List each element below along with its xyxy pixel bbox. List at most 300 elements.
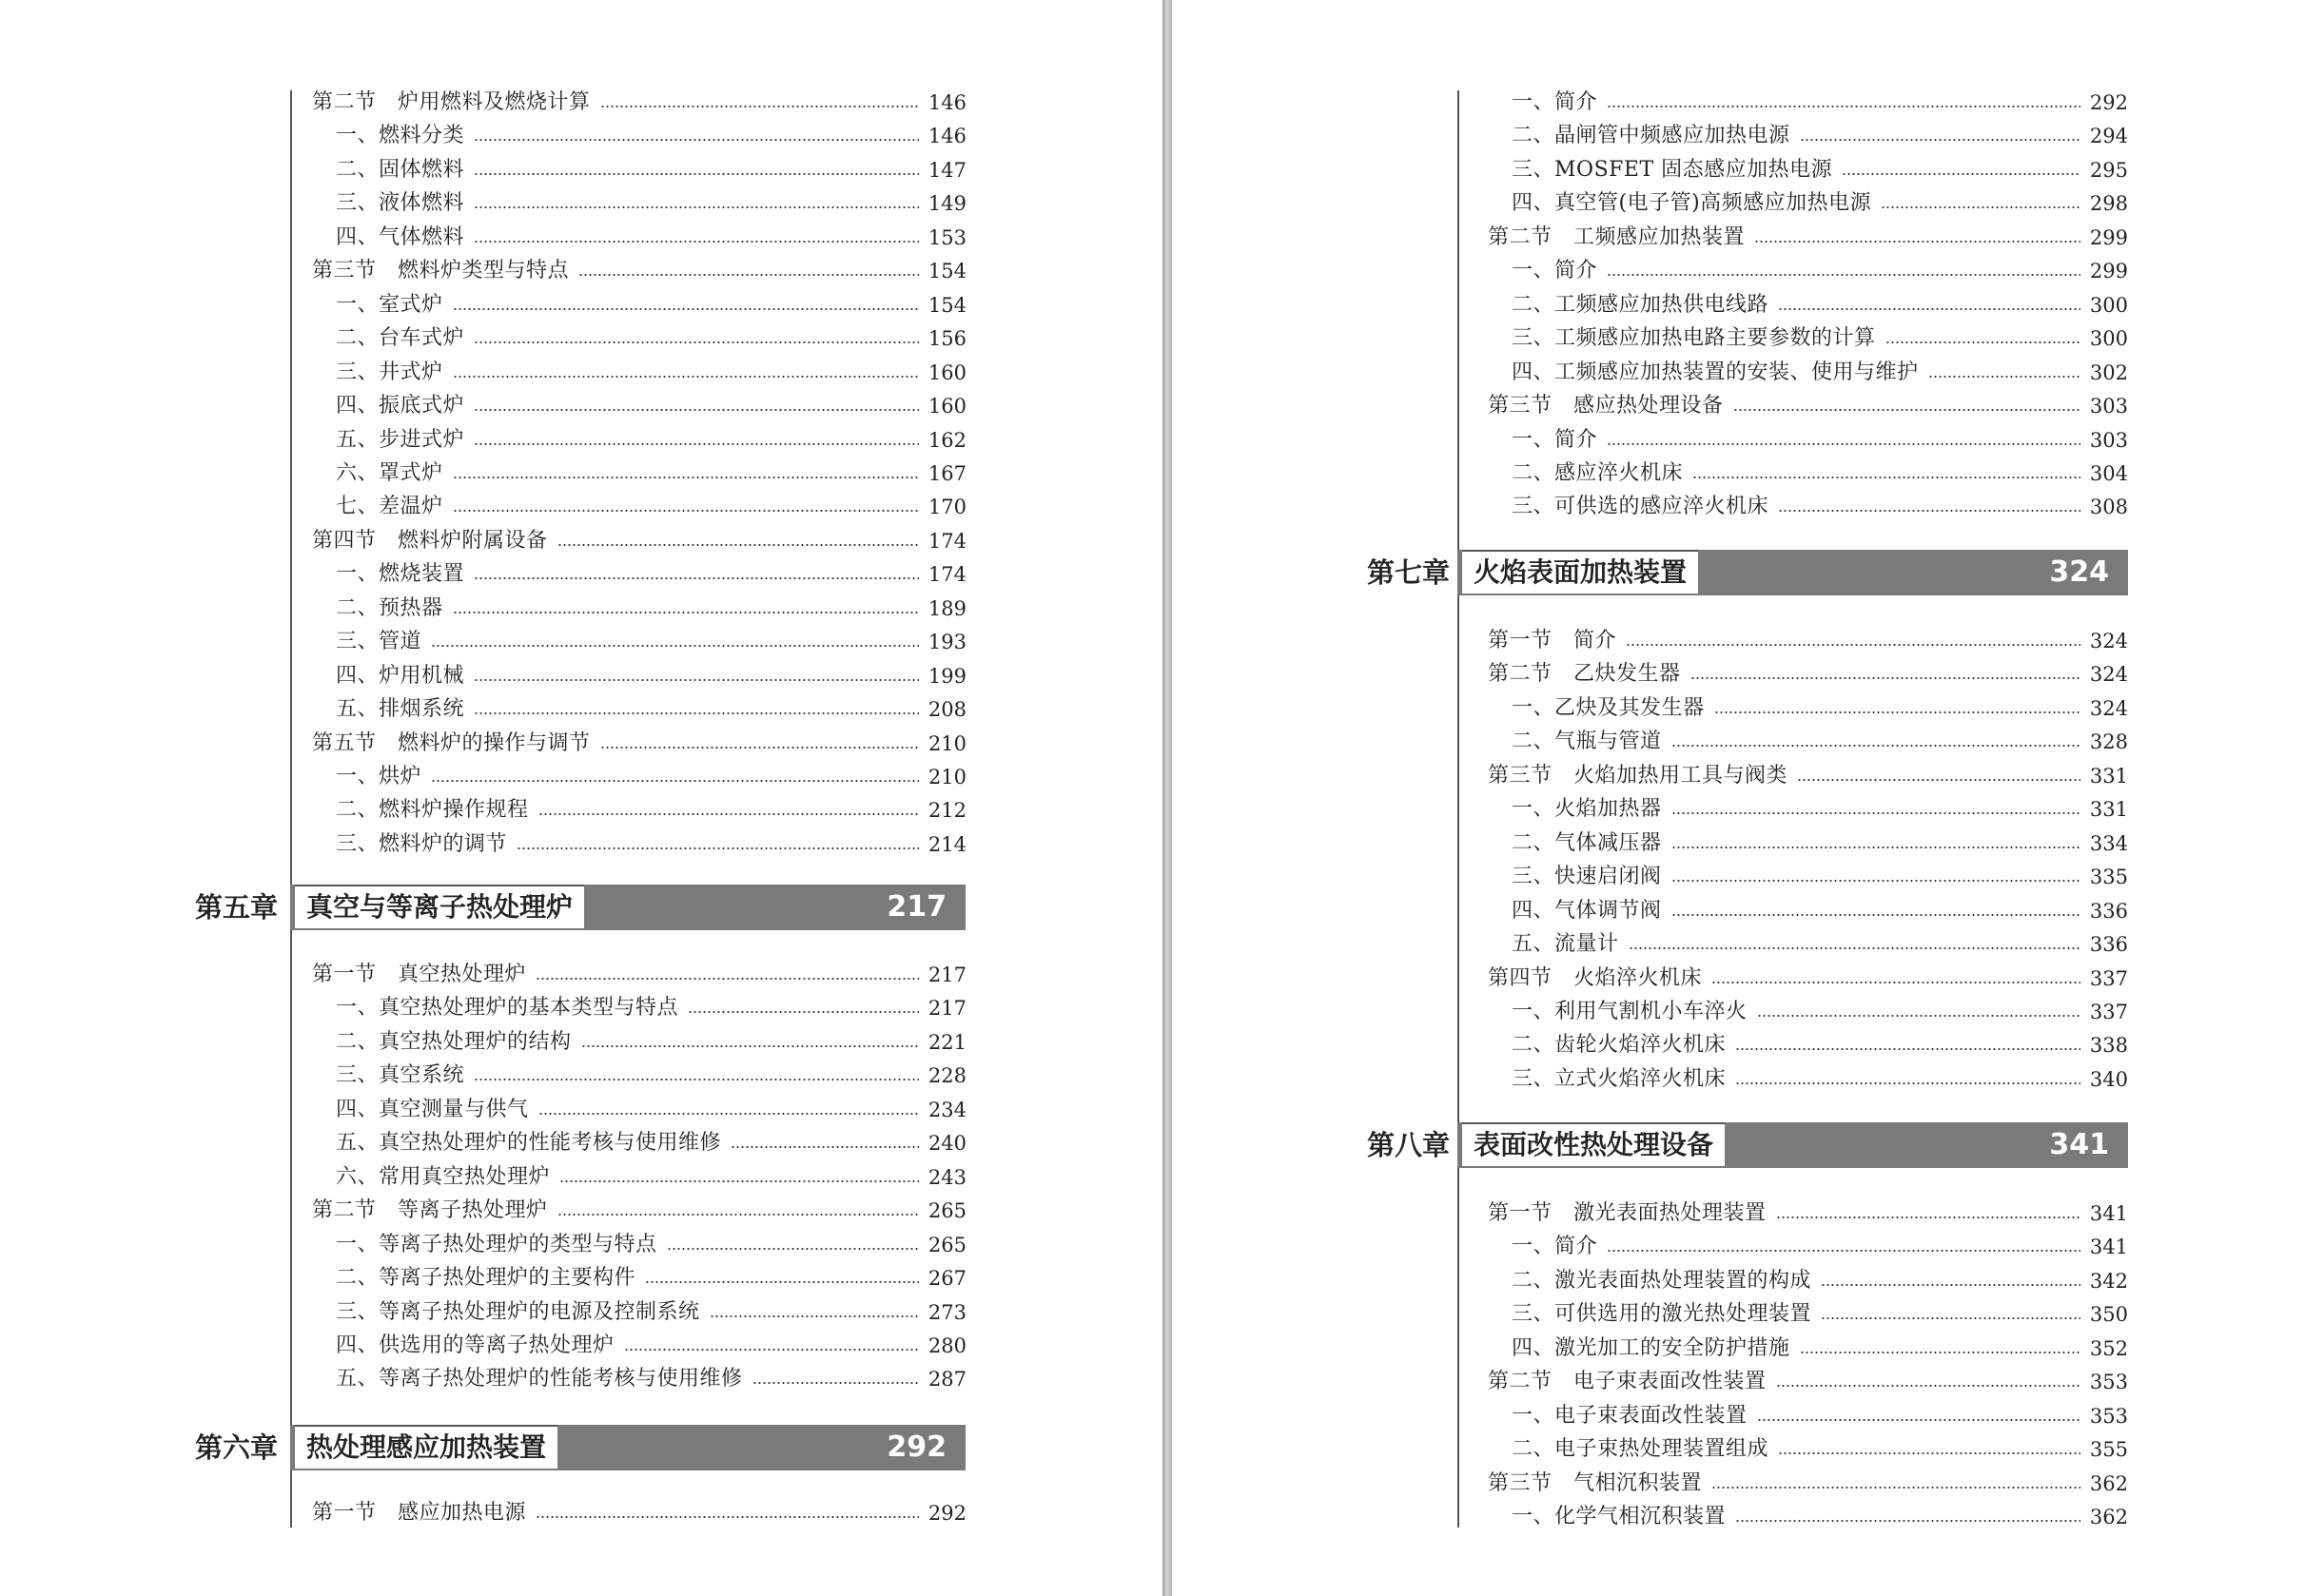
toc-section-entry bbox=[312, 86, 967, 120]
toc-rule bbox=[1457, 595, 1459, 1124]
dot-leader bbox=[474, 1079, 919, 1080]
toc-entry-label: 五、真空热处理炉的性能考核与使用维修 bbox=[336, 1131, 722, 1156]
dot-leader bbox=[688, 1011, 919, 1013]
dot-leader bbox=[557, 1214, 919, 1216]
dot-leader bbox=[1711, 982, 2080, 983]
dot-leader bbox=[1671, 914, 2080, 916]
chapter-heading bbox=[195, 1425, 966, 1470]
toc-entry-label: 第四节 燃料炉附属设备 bbox=[312, 528, 548, 553]
chapter-heading bbox=[195, 885, 966, 930]
toc-entry-label: 一、室式炉 bbox=[336, 292, 443, 317]
toc-entry-page-number: 302 bbox=[2089, 360, 2128, 384]
dot-leader bbox=[453, 510, 919, 512]
toc-entry-page-number: 335 bbox=[2089, 866, 2128, 889]
dot-leader bbox=[667, 1248, 919, 1250]
dot-leader bbox=[538, 1113, 919, 1115]
dot-leader bbox=[474, 341, 919, 343]
toc-item-entry bbox=[336, 557, 967, 592]
toc-entry-page-number: 228 bbox=[928, 1064, 967, 1088]
right-page bbox=[1172, 0, 2324, 1596]
toc-entry-label: 四、气体调节阀 bbox=[1512, 898, 1662, 923]
toc-item-entry bbox=[336, 1025, 967, 1060]
toc-entry-page-number: 294 bbox=[2089, 125, 2128, 148]
chapter-number: 第七章 bbox=[1367, 556, 1451, 589]
toc-item-entry bbox=[336, 423, 967, 457]
toc-item-entry bbox=[336, 1126, 967, 1160]
dot-leader bbox=[431, 780, 919, 782]
dot-leader bbox=[1671, 847, 2080, 848]
dot-leader bbox=[1778, 1452, 2080, 1454]
toc-entry-label: 第一节 感应加热电源 bbox=[312, 1501, 527, 1525]
dot-leader bbox=[559, 1180, 919, 1182]
dot-leader bbox=[1607, 106, 2080, 107]
toc-entry-label: 二、台车式炉 bbox=[336, 326, 465, 351]
toc-entry-page-number: 170 bbox=[928, 496, 967, 519]
dot-leader bbox=[1735, 1048, 2080, 1050]
toc-entry-page-number: 353 bbox=[2089, 1371, 2128, 1394]
dot-leader bbox=[474, 577, 919, 579]
book-gutter bbox=[1162, 0, 1172, 1596]
toc-entry-page-number: 153 bbox=[928, 225, 967, 249]
chapter-title: 表面改性热处理设备 bbox=[1462, 1122, 1725, 1166]
toc-entry-page-number: 324 bbox=[2089, 630, 2128, 652]
toc-entry-label: 三、可供选用的激光热处理装置 bbox=[1512, 1302, 1812, 1327]
toc-section-entry bbox=[1488, 657, 2128, 691]
toc-entry-page-number: 154 bbox=[928, 260, 967, 283]
dot-leader bbox=[538, 813, 919, 815]
toc-section-entry bbox=[1488, 1197, 2128, 1231]
toc-item-entry bbox=[336, 153, 967, 187]
dot-leader bbox=[474, 409, 919, 411]
dot-leader bbox=[1778, 308, 2080, 310]
dot-leader bbox=[453, 308, 919, 310]
toc-entry-page-number: 300 bbox=[2089, 293, 2128, 317]
toc-entry-label: 三、管道 bbox=[336, 630, 422, 654]
toc-item-entry bbox=[1512, 423, 2128, 457]
dot-leader bbox=[1821, 1284, 2080, 1286]
dot-leader bbox=[536, 978, 919, 980]
toc-item-entry bbox=[336, 1261, 967, 1295]
toc-entry-label: 五、等离子热处理炉的性能考核与使用维修 bbox=[336, 1367, 743, 1392]
toc-entry-label: 第一节 激光表面热处理装置 bbox=[1488, 1201, 1767, 1225]
toc-entry-page-number: 337 bbox=[2089, 966, 2128, 990]
toc-entry-page-number: 324 bbox=[2089, 696, 2128, 720]
toc-item-entry bbox=[336, 1228, 967, 1262]
toc-entry-label: 二、齿轮火焰淬火机床 bbox=[1512, 1033, 1727, 1058]
toc-entry-label: 二、电子束热处理装置组成 bbox=[1512, 1437, 1769, 1462]
toc-item-entry bbox=[336, 321, 967, 356]
toc-entry-label: 六、常用真空热处理炉 bbox=[336, 1164, 551, 1189]
toc-item-entry bbox=[1512, 1297, 2128, 1332]
toc-entry-label: 二、固体燃料 bbox=[336, 157, 465, 182]
toc-item-entry bbox=[1512, 1230, 2128, 1264]
toc-item-entry bbox=[1512, 457, 2128, 491]
toc-section-entry bbox=[1488, 1365, 2128, 1399]
dot-leader bbox=[645, 1281, 919, 1283]
dot-leader bbox=[1735, 1082, 2080, 1084]
chapter-number: 第八章 bbox=[1367, 1129, 1451, 1161]
dot-leader bbox=[517, 847, 919, 849]
toc-item-entry bbox=[336, 457, 967, 491]
chapter-heading bbox=[1367, 550, 2128, 595]
toc-item-entry bbox=[1512, 725, 2128, 759]
toc-entry-page-number: 214 bbox=[928, 832, 967, 856]
toc-item-entry bbox=[1512, 119, 2128, 153]
toc-item-entry bbox=[336, 592, 967, 626]
dot-leader bbox=[474, 443, 919, 445]
toc-item-entry bbox=[1512, 186, 2128, 221]
toc-item-entry bbox=[336, 692, 967, 727]
toc-entry-page-number: 338 bbox=[2089, 1034, 2128, 1058]
toc-item-entry bbox=[336, 356, 967, 390]
toc-entry-page-number: 146 bbox=[928, 125, 967, 148]
chapter-heading bbox=[1367, 1122, 2128, 1168]
toc-section-entry bbox=[312, 958, 967, 992]
dot-leader bbox=[1671, 745, 2080, 747]
dot-leader bbox=[1821, 1317, 2080, 1319]
toc-entry-label: 三、燃料炉的调节 bbox=[336, 831, 508, 856]
toc-entry-label: 二、气体减压器 bbox=[1512, 830, 1662, 855]
dot-leader bbox=[1754, 241, 2080, 243]
toc-entry-label: 第二节 炉用燃料及燃烧计算 bbox=[312, 90, 591, 114]
dot-leader bbox=[1797, 779, 2080, 781]
dot-leader bbox=[578, 274, 919, 276]
dot-leader bbox=[1757, 1015, 2080, 1017]
toc-entry-label: 四、气体燃料 bbox=[336, 224, 465, 249]
toc-entry-label: 一、简介 bbox=[1512, 90, 1598, 114]
toc-entry-label: 一、燃料分类 bbox=[336, 124, 465, 148]
dot-leader bbox=[710, 1315, 919, 1317]
dot-leader bbox=[731, 1146, 919, 1148]
toc-item-entry bbox=[336, 389, 967, 423]
toc-entry-label: 四、炉用机械 bbox=[336, 663, 465, 688]
dot-leader bbox=[1778, 510, 2080, 512]
toc-entry-page-number: 174 bbox=[928, 563, 967, 587]
toc-item-entry bbox=[1512, 894, 2128, 928]
toc-entry-label: 第三节 感应热处理设备 bbox=[1488, 394, 1724, 418]
toc-entry-label: 一、简介 bbox=[1512, 1235, 1598, 1259]
dot-leader bbox=[1776, 1216, 2080, 1218]
toc-entry-label: 一、简介 bbox=[1512, 259, 1598, 283]
toc-entry-label: 二、等离子热处理炉的主要构件 bbox=[336, 1266, 636, 1291]
toc-item-entry bbox=[1512, 1028, 2128, 1062]
toc-entry-page-number: 353 bbox=[2089, 1404, 2128, 1428]
dot-leader bbox=[1733, 409, 2080, 411]
toc-section-entry bbox=[312, 254, 967, 288]
dot-leader bbox=[1692, 477, 2080, 478]
toc-item-entry bbox=[1512, 254, 2128, 288]
toc-item-entry bbox=[336, 186, 967, 221]
toc-entry-page-number: 342 bbox=[2089, 1269, 2128, 1293]
toc-entry-page-number: 160 bbox=[928, 395, 967, 418]
toc-entry-label: 一、利用气割机小车淬火 bbox=[1512, 999, 1748, 1023]
toc-item-entry bbox=[1512, 153, 2128, 187]
toc-entry-label: 第一节 简介 bbox=[1488, 629, 1617, 652]
toc-entry-page-number: 217 bbox=[928, 963, 967, 986]
toc-entry-page-number: 156 bbox=[928, 327, 967, 351]
toc-entry-page-number: 267 bbox=[928, 1267, 967, 1291]
dot-leader bbox=[1607, 1250, 2080, 1252]
dot-leader bbox=[1607, 274, 2080, 276]
toc-entry-label: 第二节 乙炔发生器 bbox=[1488, 662, 1681, 687]
toc-item-entry bbox=[336, 659, 967, 693]
toc-entry-page-number: 208 bbox=[928, 698, 967, 722]
toc-item-entry bbox=[336, 827, 967, 862]
toc-entry-label: 二、工频感应加热供电线路 bbox=[1512, 292, 1769, 317]
dot-leader bbox=[1671, 880, 2080, 882]
toc-entry-label: 第一节 真空热处理炉 bbox=[312, 963, 527, 986]
dot-leader bbox=[474, 679, 919, 681]
toc-entry-label: 第三节 燃料炉类型与特点 bbox=[312, 259, 570, 283]
dot-leader bbox=[474, 206, 919, 208]
dot-leader bbox=[600, 106, 919, 107]
toc-entry-label: 二、预热器 bbox=[336, 595, 443, 620]
dot-leader bbox=[431, 645, 919, 647]
toc-entry-page-number: 308 bbox=[2089, 496, 2128, 519]
toc-entry-label: 一、烘炉 bbox=[336, 765, 422, 788]
toc-item-entry bbox=[1512, 1500, 2128, 1534]
dot-leader bbox=[1629, 947, 2080, 949]
toc-entry-label: 一、电子束表面改性装置 bbox=[1512, 1403, 1748, 1428]
dot-leader bbox=[752, 1382, 919, 1384]
toc-item-entry bbox=[336, 119, 967, 153]
toc-entry-page-number: 331 bbox=[2089, 764, 2128, 788]
toc-entry-label: 五、步进式炉 bbox=[336, 427, 465, 452]
toc-item-entry bbox=[1512, 86, 2128, 120]
dot-leader bbox=[1881, 206, 2080, 208]
toc-entry-label: 二、燃料炉操作规程 bbox=[336, 798, 529, 823]
toc-entry-label: 第二节 电子束表面改性装置 bbox=[1488, 1370, 1767, 1394]
toc-item-entry bbox=[1512, 490, 2128, 524]
chapter-title: 真空与等离子热处理炉 bbox=[295, 885, 584, 928]
toc-entry-page-number: 149 bbox=[928, 192, 967, 216]
toc-entry-page-number: 298 bbox=[2089, 192, 2128, 216]
toc-item-entry bbox=[1512, 356, 2128, 390]
toc-item-entry bbox=[336, 1329, 967, 1363]
toc-section-entry bbox=[1488, 759, 2128, 793]
toc-entry-page-number: 303 bbox=[2089, 428, 2128, 452]
toc-entry-label: 三、等离子热处理炉的电源及控制系统 bbox=[336, 1299, 700, 1324]
dot-leader bbox=[1757, 1419, 2080, 1421]
toc-entry-page-number: 334 bbox=[2089, 831, 2128, 855]
toc-section-entry bbox=[1488, 221, 2128, 255]
toc-entry-page-number: 355 bbox=[2089, 1438, 2128, 1462]
toc-section-entry bbox=[1488, 389, 2128, 423]
toc-entry-label: 三、MOSFET 固态感应加热电源 bbox=[1512, 157, 1833, 182]
toc-entry-label: 三、可供选的感应淬火机床 bbox=[1512, 495, 1769, 519]
chapter-title: 火焰表面加热装置 bbox=[1462, 550, 1698, 594]
toc-item-entry bbox=[336, 1093, 967, 1127]
dot-leader bbox=[474, 712, 919, 714]
toc-entry-page-number: 337 bbox=[2089, 1000, 2128, 1023]
toc-section-entry bbox=[1488, 624, 2128, 658]
dot-leader bbox=[1735, 1520, 2080, 1522]
dot-leader bbox=[453, 612, 919, 613]
toc-entry-page-number: 299 bbox=[2089, 260, 2128, 283]
toc-rule bbox=[290, 1470, 292, 1528]
toc-entry-page-number: 303 bbox=[2089, 395, 2128, 418]
chapter-title: 热处理感应加热装置 bbox=[295, 1425, 557, 1469]
toc-item-entry bbox=[336, 991, 967, 1025]
toc-entry-page-number: 160 bbox=[928, 360, 967, 384]
toc-item-entry bbox=[336, 288, 967, 322]
toc-entry-label: 一、化学气相沉积装置 bbox=[1512, 1505, 1727, 1529]
toc-item-entry bbox=[336, 793, 967, 827]
toc-rule bbox=[290, 930, 292, 1427]
toc-entry-label: 一、真空热处理炉的基本类型与特点 bbox=[336, 996, 679, 1021]
dot-leader bbox=[1690, 677, 2080, 679]
dot-leader bbox=[1776, 1385, 2080, 1387]
dot-leader bbox=[557, 544, 919, 546]
toc-rule bbox=[290, 90, 292, 885]
toc-entry-label: 第三节 火焰加热用工具与阀类 bbox=[1488, 763, 1788, 788]
toc-entry-page-number: 221 bbox=[928, 1030, 967, 1054]
toc-item-entry bbox=[336, 760, 967, 794]
dot-leader bbox=[1714, 711, 2080, 713]
dot-leader bbox=[581, 1045, 919, 1047]
toc-entry-label: 一、等离子热处理炉的类型与特点 bbox=[336, 1232, 657, 1256]
dot-leader bbox=[1671, 812, 2080, 814]
toc-entry-page-number: 212 bbox=[928, 799, 967, 823]
toc-entry-page-number: 328 bbox=[2089, 730, 2128, 754]
toc-item-entry bbox=[1512, 995, 2128, 1029]
toc-item-entry bbox=[1512, 321, 2128, 356]
toc-entry-page-number: 350 bbox=[2089, 1303, 2128, 1327]
dot-leader bbox=[600, 747, 919, 749]
dot-leader bbox=[1607, 443, 2080, 445]
dot-leader bbox=[1800, 1352, 2080, 1353]
toc-entry-label: 二、真空热处理炉的结构 bbox=[336, 1029, 572, 1054]
dot-leader bbox=[624, 1349, 919, 1351]
dot-leader bbox=[1800, 139, 2080, 141]
toc-entry-label: 七、差温炉 bbox=[336, 495, 443, 519]
toc-entry-page-number: 154 bbox=[928, 293, 967, 317]
toc-entry-page-number: 265 bbox=[928, 1199, 967, 1223]
dot-leader bbox=[1885, 341, 2080, 343]
toc-entry-label: 三、液体燃料 bbox=[336, 191, 465, 216]
toc-entry-page-number: 167 bbox=[928, 461, 967, 485]
toc-entry-page-number: 193 bbox=[928, 631, 967, 654]
toc-entry-page-number: 292 bbox=[928, 1502, 967, 1525]
toc-entry-label: 三、立式火焰淬火机床 bbox=[1512, 1066, 1727, 1091]
toc-entry-label: 二、气瓶与管道 bbox=[1512, 730, 1662, 754]
toc-entry-page-number: 340 bbox=[2089, 1067, 2128, 1091]
toc-entry-page-number: 280 bbox=[928, 1333, 967, 1357]
chapter-page-number: 292 bbox=[887, 1431, 947, 1464]
toc-item-entry bbox=[336, 1295, 967, 1330]
toc-entry-label: 一、乙炔及其发生器 bbox=[1512, 695, 1705, 720]
toc-item-entry bbox=[1512, 691, 2128, 726]
toc-entry-label: 四、振底式炉 bbox=[336, 394, 465, 418]
dot-leader bbox=[1626, 644, 2080, 646]
toc-item-entry bbox=[1512, 792, 2128, 827]
dot-leader bbox=[474, 139, 919, 141]
toc-entry-label: 二、感应淬火机床 bbox=[1512, 460, 1684, 485]
toc-entry-label: 一、简介 bbox=[1512, 427, 1598, 452]
toc-entry-label: 四、真空测量与供气 bbox=[336, 1097, 529, 1121]
toc-entry-page-number: 287 bbox=[928, 1368, 967, 1392]
dot-leader bbox=[536, 1516, 919, 1518]
toc-entry-page-number: 341 bbox=[2089, 1202, 2128, 1225]
toc-item-entry bbox=[336, 1362, 967, 1396]
toc-entry-label: 第五节 燃料炉的操作与调节 bbox=[312, 730, 591, 755]
toc-entry-page-number: 265 bbox=[928, 1233, 967, 1256]
chapter-page-number: 217 bbox=[887, 890, 947, 924]
toc-entry-label: 第二节 工频感应加热装置 bbox=[1488, 224, 1746, 249]
toc-entry-page-number: 331 bbox=[2089, 798, 2128, 822]
toc-entry-page-number: 217 bbox=[928, 997, 967, 1021]
toc-entry-page-number: 199 bbox=[928, 664, 967, 688]
toc-entry-page-number: 147 bbox=[928, 158, 967, 182]
toc-item-entry bbox=[1512, 860, 2128, 894]
toc-item-entry bbox=[1512, 1264, 2128, 1298]
toc-item-entry bbox=[1512, 927, 2128, 962]
toc-entry-page-number: 362 bbox=[2089, 1506, 2128, 1529]
toc-entry-page-number: 162 bbox=[928, 428, 967, 452]
toc-entry-page-number: 324 bbox=[2089, 663, 2128, 687]
toc-entry-page-number: 300 bbox=[2089, 327, 2128, 351]
toc-item-entry bbox=[1512, 1062, 2128, 1097]
toc-entry-page-number: 362 bbox=[2089, 1471, 2128, 1495]
dot-leader bbox=[1842, 173, 2080, 175]
toc-section-entry bbox=[312, 727, 967, 761]
toc-section-entry bbox=[312, 524, 967, 558]
toc-entry-page-number: 240 bbox=[928, 1132, 967, 1156]
chapter-page-number: 341 bbox=[2049, 1128, 2109, 1161]
chapter-number: 第五章 bbox=[195, 891, 279, 924]
toc-entry-page-number: 292 bbox=[2089, 91, 2128, 114]
toc-item-entry bbox=[336, 625, 967, 659]
toc-entry-page-number: 210 bbox=[928, 766, 967, 788]
dot-leader bbox=[1928, 376, 2080, 378]
toc-entry-page-number: 352 bbox=[2089, 1336, 2128, 1360]
chapter-number: 第六章 bbox=[195, 1431, 279, 1464]
toc-rule bbox=[1457, 1168, 1459, 1528]
toc-section-entry bbox=[312, 1496, 967, 1530]
toc-entry-page-number: 243 bbox=[928, 1165, 967, 1189]
toc-item-entry bbox=[1512, 1432, 2128, 1467]
toc-item-entry bbox=[336, 490, 967, 524]
toc-entry-label: 三、快速启闭阀 bbox=[1512, 865, 1662, 889]
toc-entry-label: 一、燃烧装置 bbox=[336, 562, 465, 587]
toc-entry-page-number: 304 bbox=[2089, 461, 2128, 485]
toc-entry-label: 第四节 火焰淬火机床 bbox=[1488, 965, 1703, 990]
toc-entry-label: 四、供选用的等离子热处理炉 bbox=[336, 1333, 615, 1357]
toc-entry-page-number: 341 bbox=[2089, 1236, 2128, 1259]
toc-entry-label: 二、晶闸管中频感应加热电源 bbox=[1512, 124, 1790, 148]
toc-item-entry bbox=[1512, 288, 2128, 322]
toc-entry-page-number: 299 bbox=[2089, 225, 2128, 249]
toc-entry-page-number: 189 bbox=[928, 596, 967, 620]
toc-entry-page-number: 273 bbox=[928, 1300, 967, 1324]
toc-entry-page-number: 295 bbox=[2089, 158, 2128, 182]
toc-item-entry bbox=[336, 1059, 967, 1093]
toc-rule bbox=[1457, 90, 1459, 552]
toc-section-entry bbox=[1488, 1467, 2128, 1501]
dot-leader bbox=[1711, 1487, 2080, 1489]
toc-section-entry bbox=[1488, 962, 2128, 996]
toc-entry-label: 五、排烟系统 bbox=[336, 697, 465, 722]
toc-item-entry bbox=[336, 221, 967, 255]
toc-entry-label: 二、激光表面热处理装置的构成 bbox=[1512, 1268, 1812, 1293]
toc-entry-label: 一、火焰加热器 bbox=[1512, 797, 1662, 822]
toc-entry-page-number: 210 bbox=[928, 731, 967, 755]
toc-entry-label: 五、流量计 bbox=[1512, 932, 1619, 957]
dot-leader bbox=[474, 241, 919, 243]
toc-entry-page-number: 234 bbox=[928, 1098, 967, 1121]
toc-section-entry bbox=[312, 1194, 967, 1228]
dot-leader bbox=[474, 173, 919, 175]
